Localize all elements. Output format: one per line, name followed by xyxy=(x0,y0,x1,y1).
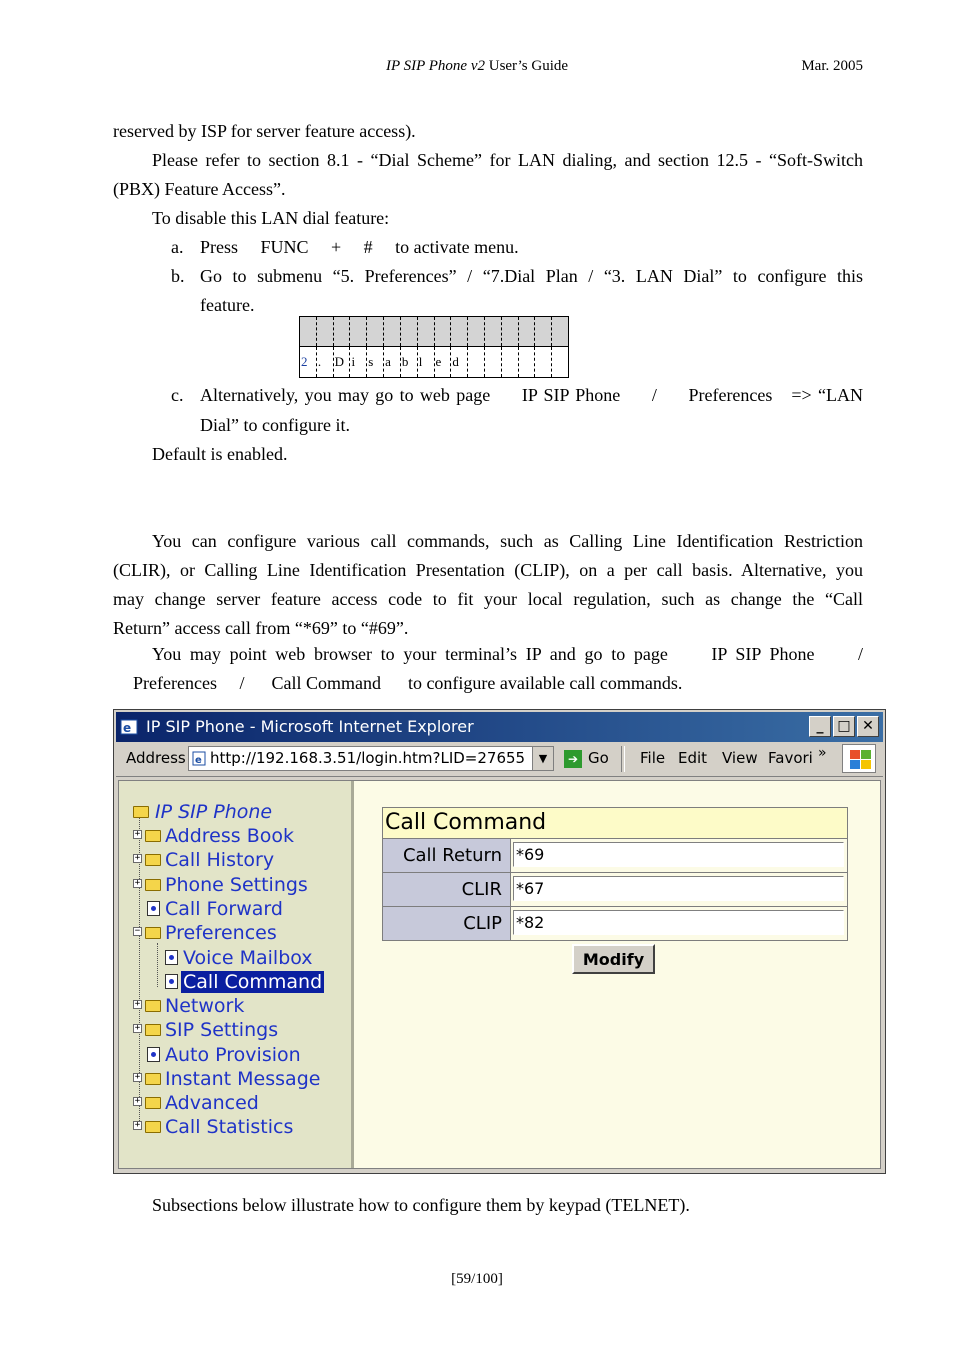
header-title-italic: IP SIP Phone v2 xyxy=(385,58,485,74)
modify-button[interactable]: Modify xyxy=(572,944,655,974)
folder-icon xyxy=(145,854,161,866)
step-c-marker: c. xyxy=(171,385,184,405)
paragraph-point-2: Preferences / Call Command to configure available call commands. xyxy=(133,673,683,693)
expand-icon[interactable]: + xyxy=(134,1072,141,1082)
page-number: [59/100] xyxy=(451,1271,503,1287)
nav-tree xyxy=(119,781,354,1168)
paragraph-refer-cont: (PBX) Feature Access”. xyxy=(113,179,286,199)
folder-icon xyxy=(145,879,161,891)
tree-item-label: Call Statistics xyxy=(165,1116,294,1138)
tree-root-label: IP SIP Phone xyxy=(155,801,273,823)
folder-icon xyxy=(145,1024,161,1036)
expand-icon[interactable]: + xyxy=(134,878,141,888)
paragraph-call-1: You can configure various call commands, such as Calling Line Identification Restriction xyxy=(152,531,863,551)
lcd-cell xyxy=(384,317,401,346)
lcd-cell xyxy=(367,317,384,346)
go-button[interactable]: Go xyxy=(588,749,609,767)
minimize-button[interactable]: _ xyxy=(809,716,831,737)
default-note: Default is enabled. xyxy=(152,444,288,464)
address-dropdown-icon[interactable]: ▼ xyxy=(532,747,553,770)
disable-intro: To disable this LAN dial feature: xyxy=(152,208,390,228)
call-return-label: Call Return xyxy=(383,839,511,872)
toolbar-separator xyxy=(621,746,625,772)
step-b-cont: feature. xyxy=(200,295,255,315)
call-command-title: Call Command xyxy=(383,808,847,839)
page-icon xyxy=(147,901,160,916)
clir-label: CLIR xyxy=(383,873,511,906)
lcd-cell xyxy=(451,317,468,346)
expand-icon[interactable]: + xyxy=(134,853,141,863)
menu-favorites[interactable]: Favori xyxy=(768,749,813,767)
paragraph-call-4: Return” access call from “*69” to “#69”. xyxy=(113,618,409,638)
page-icon xyxy=(147,1047,160,1062)
url-text: http://192.168.3.51/login.htm?LID=27655 xyxy=(210,749,526,767)
tree-item-label: Instant Message xyxy=(165,1068,321,1090)
paragraph-refer: Please refer to section 8.1 - “Dial Scheme” for LAN dialing, and section 12.5 - “Soft-Switch xyxy=(152,150,863,170)
collapse-icon[interactable]: − xyxy=(134,926,141,936)
tree-item-label: SIP Settings xyxy=(165,1019,279,1041)
address-input[interactable] xyxy=(188,746,554,771)
lcd-row-1 xyxy=(300,317,568,347)
paragraph-call-3: may change server feature access code to fit your local regulation, such as change the “Call xyxy=(113,589,863,609)
lcd-cell xyxy=(334,317,351,346)
expand-icon[interactable]: + xyxy=(134,1096,141,1106)
browser-window xyxy=(113,709,886,1174)
chevron-icon[interactable]: » xyxy=(818,745,827,761)
tree-item-label: Call Command xyxy=(183,971,323,993)
lcd-cell xyxy=(418,317,435,346)
step-b: Go to submenu “5. Preferences” / “7.Dial Plan / “3. LAN Dial” to configure this xyxy=(200,266,863,286)
lcd-cell xyxy=(535,317,552,346)
expand-icon[interactable]: + xyxy=(134,1120,141,1130)
page-icon xyxy=(192,751,206,766)
clir-input[interactable] xyxy=(513,876,844,901)
window-title: IP SIP Phone - Microsoft Internet Explorer xyxy=(146,717,474,736)
menu-file[interactable]: File xyxy=(640,749,666,767)
tree-item-label: Voice Mailbox xyxy=(183,947,313,969)
address-label: Address xyxy=(126,749,186,767)
close-button[interactable]: ✕ xyxy=(857,716,879,737)
paragraph-point-1: You may point web browser to your terminal’s IP and go to page IP SIP Phone / xyxy=(152,644,863,664)
page-icon xyxy=(165,974,178,989)
tree-item-label: Phone Settings xyxy=(165,874,308,896)
browser-content xyxy=(118,780,881,1169)
call-return-cell xyxy=(511,839,847,872)
lcd-cell: b xyxy=(401,347,418,377)
table-row xyxy=(383,907,847,940)
open-folder-icon xyxy=(145,927,161,939)
step-a-marker: a. xyxy=(171,237,184,257)
lcd-row-2 xyxy=(300,347,568,377)
title-bar xyxy=(116,712,883,742)
lcd-display xyxy=(299,316,569,378)
lcd-cell: . xyxy=(317,347,334,377)
lcd-cell: D xyxy=(334,347,351,377)
lcd-cell xyxy=(552,347,568,377)
lcd-cell: e xyxy=(435,347,452,377)
clip-input[interactable] xyxy=(513,910,844,935)
lcd-cell xyxy=(502,347,519,377)
folder-icon xyxy=(145,1121,161,1133)
tree-line xyxy=(157,943,158,987)
table-row xyxy=(383,873,847,907)
menu-edit[interactable]: Edit xyxy=(678,749,708,767)
tree-item-label: Address Book xyxy=(165,825,294,847)
table-row xyxy=(383,839,847,873)
lcd-cell xyxy=(535,347,552,377)
call-return-input[interactable] xyxy=(513,842,844,867)
tree-item-label: Call History xyxy=(165,849,275,871)
lcd-cell xyxy=(519,347,536,377)
tree-item-label: Call Forward xyxy=(165,898,283,920)
lcd-cell xyxy=(468,347,485,377)
menu-view[interactable]: View xyxy=(722,749,758,767)
call-command-table xyxy=(382,807,848,941)
lcd-cell xyxy=(485,317,502,346)
lcd-cell xyxy=(300,317,317,346)
svg-text:e: e xyxy=(123,721,132,735)
lcd-cell xyxy=(552,317,568,346)
text-line: reserved by ISP for server feature access). xyxy=(113,121,416,141)
folder-icon xyxy=(145,830,161,842)
maximize-button[interactable]: □ xyxy=(833,716,855,737)
open-folder-icon xyxy=(133,806,149,818)
lcd-cell xyxy=(519,317,536,346)
main-pane xyxy=(354,781,880,1168)
address-bar xyxy=(116,742,883,777)
folder-icon xyxy=(145,1000,161,1012)
windows-logo-icon xyxy=(842,744,876,773)
lcd-cell: a xyxy=(384,347,401,377)
lcd-cell: l xyxy=(418,347,435,377)
lcd-cell xyxy=(435,317,452,346)
ie-icon xyxy=(120,718,138,736)
clir-cell xyxy=(511,873,847,906)
clip-label: CLIP xyxy=(383,907,511,940)
lcd-cell: 2 xyxy=(300,347,317,377)
step-c-cont: Dial” to configure it. xyxy=(200,415,350,435)
step-a: Press FUNC + # to activate menu. xyxy=(200,237,519,257)
lcd-cell xyxy=(502,317,519,346)
tree-item-label: Auto Provision xyxy=(165,1044,301,1066)
lcd-cell: s xyxy=(367,347,384,377)
subsections-note: Subsections below illustrate how to configure them by keypad (TELNET). xyxy=(152,1195,690,1215)
header-title-rest: User’s Guide xyxy=(484,58,569,74)
folder-icon xyxy=(145,1097,161,1109)
page-icon xyxy=(165,950,178,965)
step-c: Alternatively, you may go to web page IP SIP Phone / Preferences => “LAN xyxy=(200,385,863,405)
lcd-cell xyxy=(317,317,334,346)
expand-icon[interactable]: + xyxy=(134,829,141,839)
expand-icon[interactable]: + xyxy=(134,1023,141,1033)
lcd-cell xyxy=(350,317,367,346)
step-b-marker: b. xyxy=(171,266,185,286)
lcd-cell: i xyxy=(350,347,367,377)
lcd-cell xyxy=(401,317,418,346)
lcd-cell xyxy=(485,347,502,377)
tree-item-label: Preferences xyxy=(165,922,277,944)
expand-icon[interactable]: + xyxy=(134,999,141,1009)
tree-item-label: Network xyxy=(165,995,245,1017)
header-date: Mar. 2005 xyxy=(801,58,863,74)
go-arrow-icon[interactable]: ➔ xyxy=(564,750,582,768)
svg-text:e: e xyxy=(195,755,202,766)
paragraph-call-2: (CLIR), or Calling Line Identification Presentation (CLIP), on a per call basis. Alternative, you xyxy=(113,560,863,580)
clip-cell xyxy=(511,907,847,940)
lcd-cell: d xyxy=(451,347,468,377)
lcd-cell xyxy=(468,317,485,346)
folder-icon xyxy=(145,1073,161,1085)
tree-item-label: Advanced xyxy=(165,1092,259,1114)
